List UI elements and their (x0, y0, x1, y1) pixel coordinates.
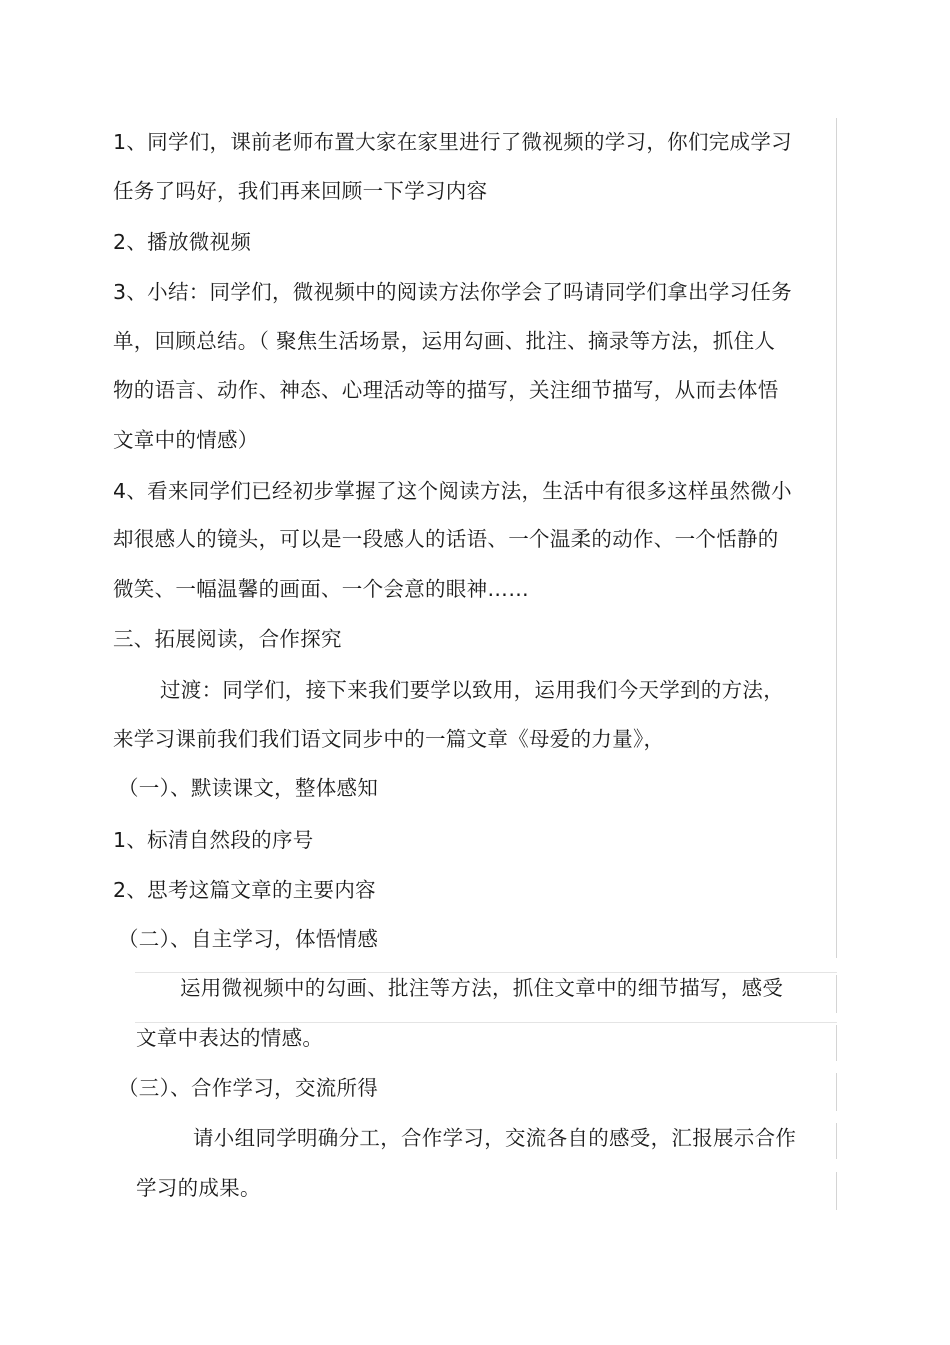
text-line: 任务了吗好，我们再来回顾一下学习内容 (113, 179, 488, 203)
text-line: 3、小结：同学们，微视频中的阅读方法你学会了吗请同学们拿出学习任务 (113, 280, 792, 304)
text-line: 请小组同学明确分工，合作学习，交流各自的感受，汇报展示合作 (193, 1126, 797, 1150)
text-line: 单，回顾总结。（ 聚焦生活场景，运用勾画、批注、摘录等方法，抓住人 (113, 329, 776, 353)
margin-rule-4 (836, 1123, 837, 1159)
text-line: 2、播放微视频 (113, 230, 252, 254)
margin-rule-1 (836, 975, 837, 1013)
text-line: 1、标清自然段的序号 (113, 828, 314, 852)
margin-rule-top (836, 118, 837, 958)
text-line: 物的语言、动作、神态、心理活动等的描写，关注细节描写，从而去体悟 (113, 378, 779, 402)
text-line: 微笑、一幅温馨的画面、一个会意的眼神…… (113, 577, 529, 601)
subsection-heading: （二）、自主学习，体悟情感 (118, 927, 379, 951)
text-line: 来学习课前我们我们语文同步中的一篇文章《母爱的力量》， (113, 727, 665, 751)
margin-rule-2 (836, 1025, 837, 1061)
text-line: 2、思考这篇文章的主要内容 (113, 878, 376, 902)
text-line: 学习的成果。 (136, 1176, 261, 1200)
text-line: 却很感人的镜头，可以是一段感人的话语、一个温柔的动作、一个恬静的 (113, 527, 779, 551)
subsection-heading: （三）、合作学习，交流所得 (118, 1076, 379, 1100)
text-line: 运用微视频中的勾画、批注等方法，抓住文章中的细节描写，感受 (180, 976, 784, 1000)
text-line: 1、同学们，课前老师布置大家在家里进行了微视频的学习，你们完成学习 (113, 130, 792, 154)
box-rule-1 (135, 972, 837, 973)
text-line: 4、看来同学们已经初步掌握了这个阅读方法，生活中有很多这样虽然微小 (113, 479, 792, 503)
section-heading: 三、拓展阅读，合作探究 (113, 627, 342, 651)
subsection-heading: （一）、默读课文，整体感知 (118, 776, 379, 800)
box-rule-2 (135, 1022, 837, 1023)
margin-rule-5 (836, 1172, 837, 1210)
text-line: 过渡：同学们，接下来我们要学以致用，运用我们今天学到的方法， (160, 678, 784, 702)
text-line: 文章中表达的情感。 (136, 1026, 324, 1050)
margin-rule-3 (836, 1073, 837, 1111)
text-line: 文章中的情感） (113, 428, 259, 452)
